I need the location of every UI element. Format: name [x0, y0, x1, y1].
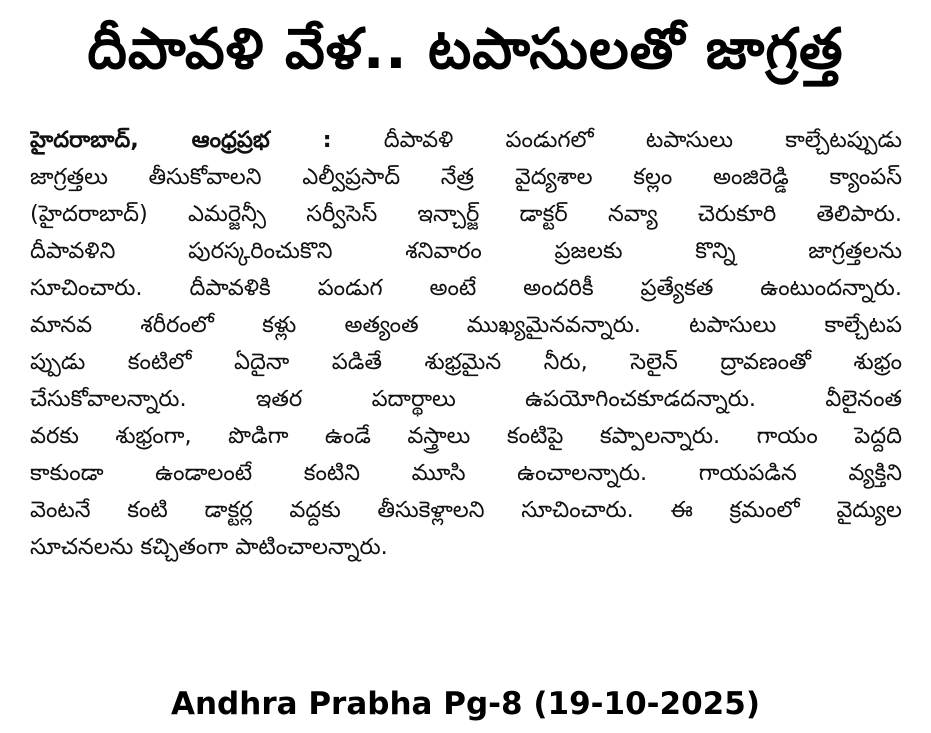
- article-line-1: [30, 122, 902, 159]
- article-line-3: (హైదరాబాద్) ఎమర్జెన్సీ సర్వీసెస్ ఇన్చార్జ్ డాక్టర్ నవ్యా చెరుకూరి తెలిపారు.: [30, 201, 902, 227]
- article-line-12: సూచనలను కచ్చితంగా పాటించాలన్నారు.: [30, 534, 388, 560]
- article-line-2: జాగ్రత్తలు తీసుకోవాలని ఎల్వీప్రసాద్ నేత్ర వైద్యశాల కల్లం అంజిరెడ్డి క్యాంపస్: [30, 164, 902, 190]
- article-line-9: వరకు శుభ్రంగా, పొడిగా ఉండే వస్త్రాలు కంటిపై కప్పాలన్నారు. గాయం పెద్దది: [30, 423, 902, 449]
- article-body: [30, 122, 902, 677]
- article-line-6: మానవ శరీరంలో కళ్లు అత్యంత ముఖ్యమైనవన్నారు. టపాసులు కాల్చేటప: [30, 312, 902, 338]
- article-line-5: సూచించారు. దీపావళికి పండుగ అంటే అందరికీ ప్రత్యేకత ఉంటుందన్నారు.: [30, 275, 902, 301]
- article-line-11: వెంటనే కంటి డాక్టర్ల వద్దకు తీసుకెళ్లాలని సూచించారు. ఈ క్రమంలో వైద్యుల: [30, 497, 902, 523]
- article-line-4: దీపావళిని పురస్కరించుకొని శనివారం ప్రజలకు కొన్ని జాగ్రత్తలను: [30, 238, 902, 264]
- article-line-7: ప్పుడు కంటిలో ఏదైనా పడితే శుభ్రమైన నీరు, సెలైన్ ద్రావణంతో శుభ్రం: [30, 349, 902, 375]
- headline: దీపావళి వేళ.. టపాసులతో జాగ్రత్త: [87, 17, 844, 82]
- article-line-10: కాకుండా ఉండాలంటే కంటిని మూసి ఉంచాలన్నారు. గాయపడిన వ్యక్తిని: [30, 460, 902, 486]
- article-line-8: చేసుకోవాలన్నారు. ఇతర పదార్థాలు ఉపయోగించకూడదన్నారు. వీలైనంత: [30, 386, 902, 412]
- dateline: హైదరాబాద్, ఆంధ్రప్రభ :: [30, 127, 332, 153]
- source-caption: Andhra Prabha Pg-8 (19-10-2025): [171, 686, 760, 722]
- article-line-1-text: దీపావళి పండుగలో టపాసులు కాల్చేటప్పుడు: [331, 127, 902, 153]
